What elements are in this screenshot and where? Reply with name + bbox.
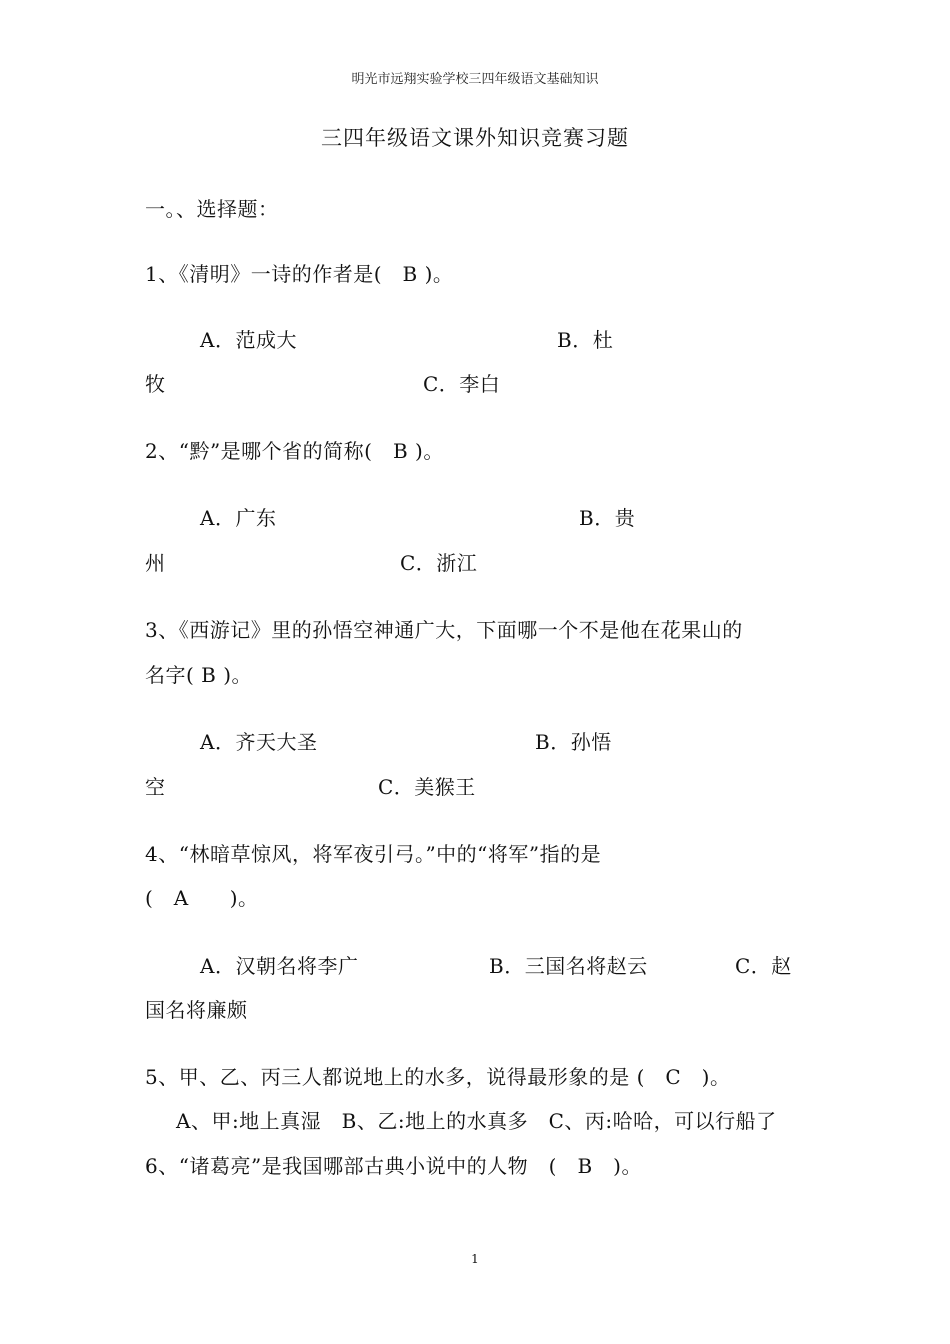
question-4-stem-line-2: ( A )。 <box>145 886 259 910</box>
question-1-option-c: C．李白 <box>423 372 501 396</box>
question-2-stem: 2、“黔”是哪个省的简称( B )。 <box>145 439 444 463</box>
question-3-option-b-cont: 空 <box>145 775 166 799</box>
question-5-stem: 5、甲、乙、丙三人都说地上的水多，说得最形象的是 ( C )。 <box>145 1065 731 1089</box>
question-3-option-a: A．齐天大圣 <box>200 730 318 754</box>
question-5-options: A、甲:地上真湿 B、乙:地上的水真多 C、丙:哈哈，可以行船了 <box>176 1109 777 1133</box>
question-4-option-c-cont: 国名将廉颇 <box>145 998 248 1022</box>
question-2-option-b-cont: 州 <box>145 551 166 575</box>
question-4-stem-line-1: 4、“林暗草惊风，将军夜引弓。”中的“将军”指的是 <box>145 842 602 866</box>
question-2-option-b: B．贵 <box>579 506 636 530</box>
question-4-option-a: A．汉朝名将李广 <box>200 954 359 978</box>
page-title: 三四年级语文课外知识竞赛习题 <box>321 126 629 150</box>
question-6-stem: 6、“诸葛亮”是我国哪部古典小说中的人物 ( B )。 <box>145 1154 642 1178</box>
question-1-option-a: A．范成大 <box>200 328 297 352</box>
question-1-option-b-cont: 牧 <box>145 372 166 396</box>
question-1-stem: 1、《清明》一诗的作者是( B )。 <box>145 262 454 286</box>
question-3-stem-line-1: 3、《西游记》里的孙悟空神通广大，下面哪一个不是他在花果山的 <box>145 618 743 642</box>
question-3-option-b: B．孙悟 <box>535 730 612 754</box>
question-4-option-b: B．三国名将赵云 <box>489 954 648 978</box>
running-header: 明光市远翔实验学校三四年级语文基础知识 <box>351 72 599 87</box>
question-2-option-c: C．浙江 <box>400 551 478 575</box>
page-number: 1 <box>471 1252 479 1266</box>
question-1-option-b: B．杜 <box>557 328 614 352</box>
question-3-option-c: C．美猴王 <box>378 775 476 799</box>
section-heading: 一。、选择题： <box>145 197 279 221</box>
question-2-option-a: A．广东 <box>200 506 277 530</box>
question-4-option-c: C．赵 <box>735 954 792 978</box>
question-3-stem-line-2: 名字( B )。 <box>145 663 253 687</box>
